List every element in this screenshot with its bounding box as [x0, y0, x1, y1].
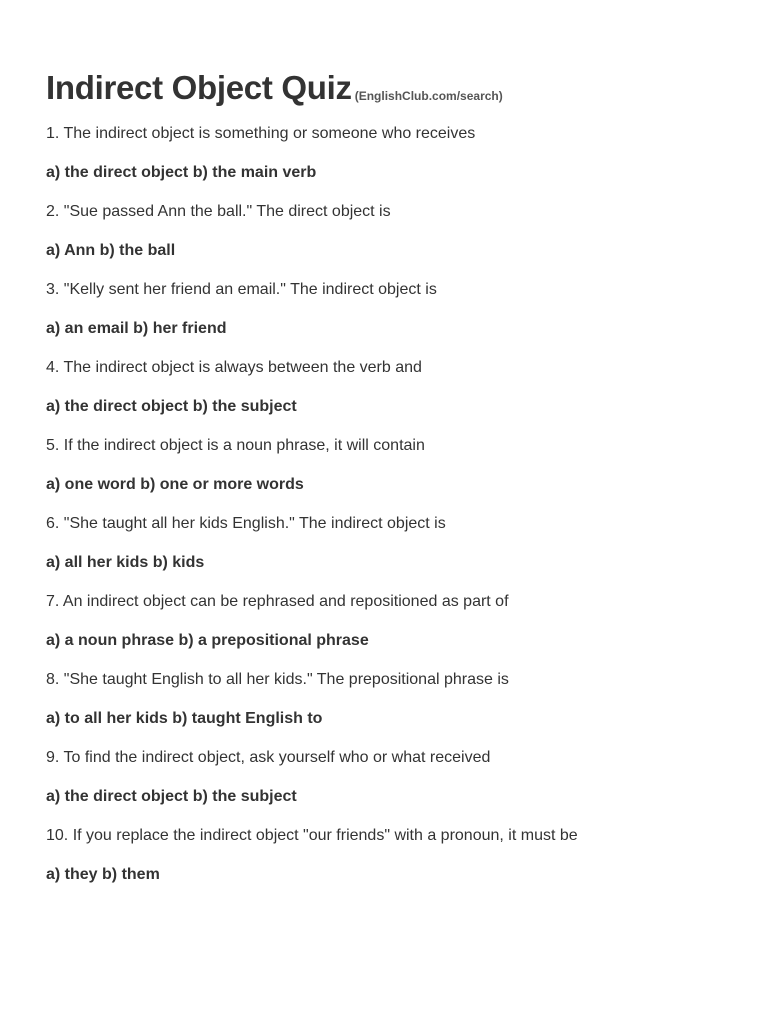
question-list — [46, 124, 722, 885]
answer-options: a) a noun phrase b) a prepositional phrase — [46, 632, 369, 649]
question-text: 5. If the indirect object is a noun phrase, it will contain — [46, 437, 425, 454]
question-item-9 — [46, 748, 722, 807]
answer-options: a) Ann b) the ball — [46, 242, 176, 259]
answer-options: a) an email b) her friend — [46, 320, 227, 337]
question-text: 3. "Kelly sent her friend an email." The indirect object is — [46, 281, 437, 298]
page-title: Indirect Object Quiz — [46, 69, 352, 106]
question-text: 6. "She taught all her kids English." The indirect object is — [46, 515, 446, 532]
question-text: 2. "Sue passed Ann the ball." The direct object is — [46, 203, 391, 220]
question-item-6 — [46, 514, 722, 573]
question-item-8 — [46, 670, 722, 729]
answer-options: a) to all her kids b) taught English to — [46, 710, 323, 727]
question-item-3 — [46, 280, 722, 339]
question-item-4 — [46, 358, 722, 417]
question-item-2 — [46, 202, 722, 261]
source-note: (EnglishClub.com/search) — [354, 89, 503, 103]
answer-options: a) the direct object b) the subject — [46, 398, 297, 415]
question-item-5 — [46, 436, 722, 495]
answer-options: a) the direct object b) the subject — [46, 788, 297, 805]
question-item-10 — [46, 826, 722, 885]
question-item-1 — [46, 124, 722, 183]
question-text: 7. An indirect object can be rephrased and repositioned as part of — [46, 593, 509, 610]
answer-options: a) the direct object b) the main verb — [46, 164, 317, 181]
answer-options: a) one word b) one or more words — [46, 476, 304, 493]
answer-options: a) all her kids b) kids — [46, 554, 205, 571]
answer-options: a) they b) them — [46, 866, 160, 883]
question-text: 10. If you replace the indirect object "our friends" with a pronoun, it must be — [46, 827, 578, 844]
title-row — [46, 64, 722, 108]
question-text: 4. The indirect object is always between the verb and — [46, 359, 422, 376]
question-text: 9. To find the indirect object, ask yourself who or what received — [46, 749, 491, 766]
question-text: 8. "She taught English to all her kids." The prepositional phrase is — [46, 671, 509, 688]
question-item-7 — [46, 592, 722, 651]
question-text: 1. The indirect object is something or someone who receives — [46, 125, 476, 142]
